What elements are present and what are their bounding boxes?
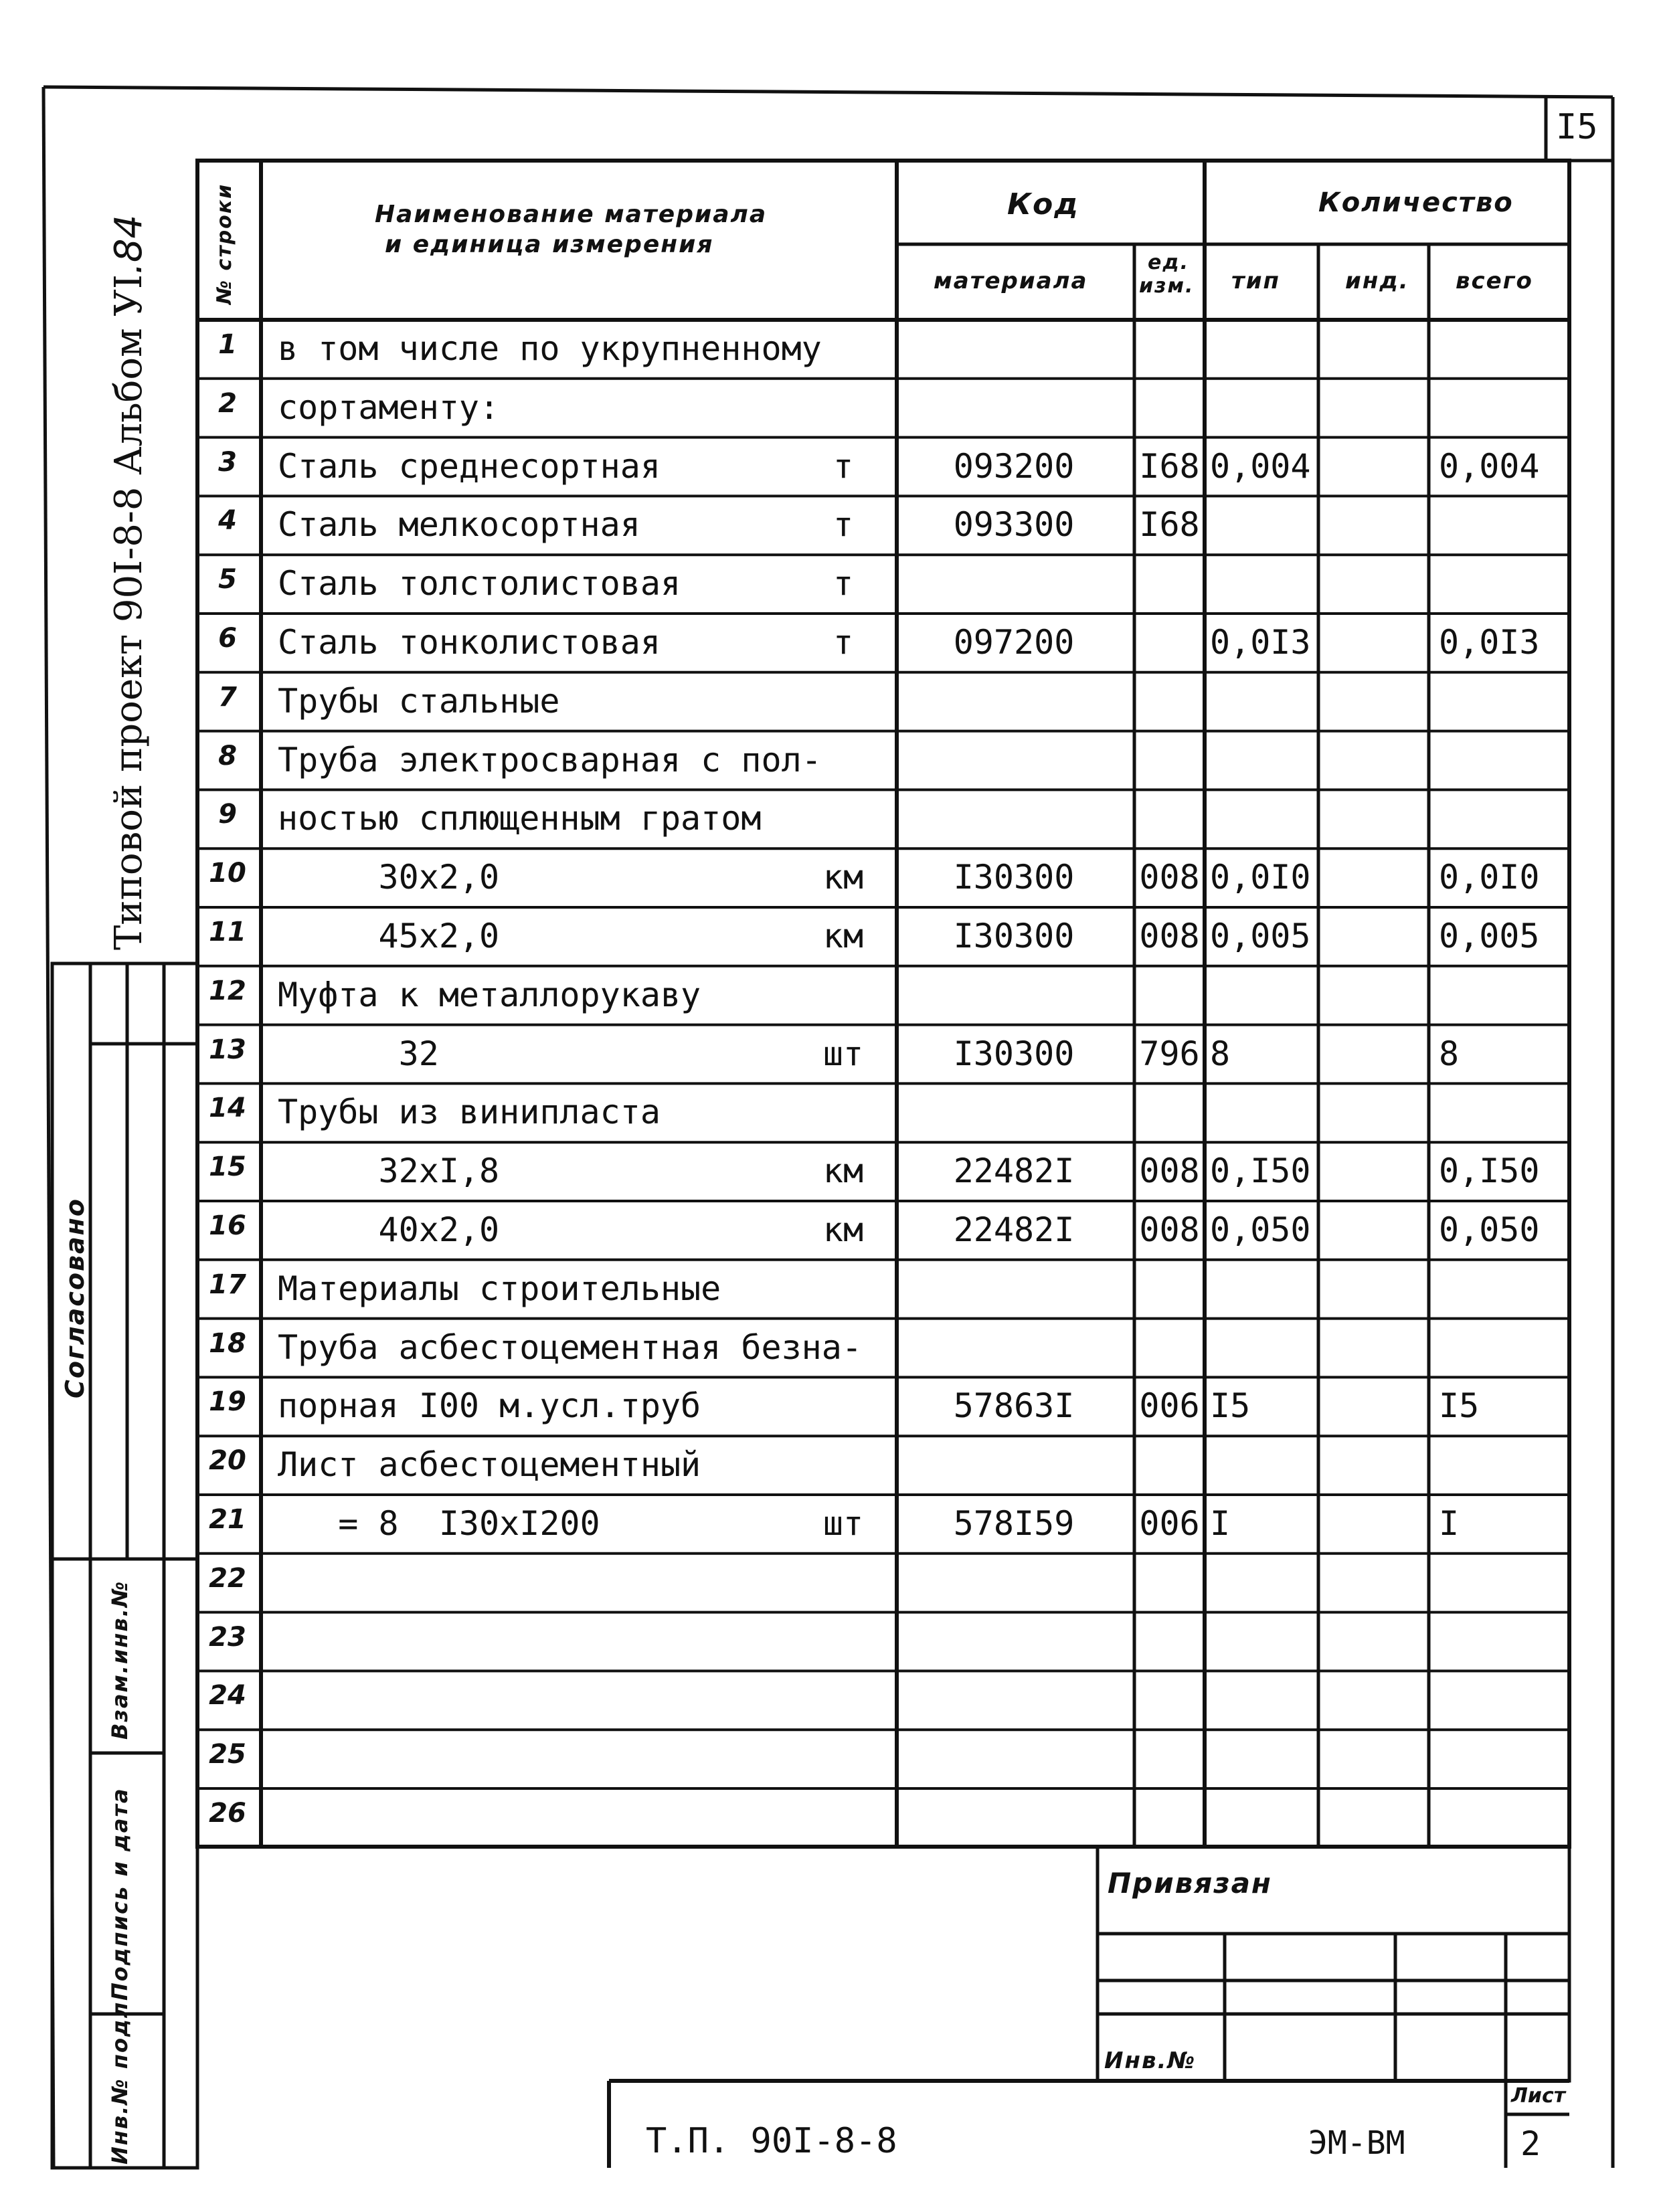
material-name: 40x2,0 [278,1210,500,1249]
material-name: 45x2,0 [278,917,500,955]
row-number: 8 [218,740,237,771]
unit-code: 008 [1139,917,1200,955]
quantity-total: 0,0I3 [1439,623,1540,662]
row-number: 17 [209,1269,246,1300]
quantity-total: 0,004 [1439,446,1540,486]
side-title-year: 84 [107,214,151,263]
row-number: 11 [209,917,246,947]
side-title-text: Типовой проект 90I-8-8 Альбом УI [107,274,151,950]
row-number: 22 [209,1562,246,1594]
row-number: 13 [209,1034,246,1065]
unit-of-measure: км [822,858,864,897]
row-number: 20 [209,1445,246,1477]
header-total: всего [1456,268,1533,294]
row-number: 4 [218,505,237,537]
unit-of-measure: т [833,446,854,486]
row-number: 21 [209,1504,246,1535]
material-name: 32xI,8 [278,1151,500,1191]
unit-code: 796 [1139,1034,1200,1073]
orig-inv-label: Инв.№ подл. [107,1991,133,2164]
header-typ: тип [1231,268,1281,294]
material-name: Сталь мелкосортная [278,505,640,545]
row-number: 6 [218,623,237,654]
quantity-typ: 0,I50 [1210,1151,1311,1191]
unit-of-measure: шт [822,1504,864,1543]
material-name: Труба электросварная с пол- [278,740,822,779]
header-material: материала [934,268,1088,294]
material-name: Муфта к металлорукаву [278,975,701,1014]
unit-of-measure: т [833,564,854,604]
header-code: Код [1007,187,1079,221]
agreed-label: Согласовано [60,1197,90,1398]
row-number: 19 [209,1386,246,1418]
quantity-total: I5 [1439,1386,1480,1426]
unit-code: I68 [1139,505,1200,545]
unit-code: 008 [1139,1151,1200,1191]
quantity-typ: 0,050 [1210,1210,1311,1249]
row-number: 3 [218,446,237,478]
material-code: I30300 [953,858,1075,897]
material-name: ностью сплющенным гратом [278,799,762,838]
material-name: Трубы стальные [278,681,560,721]
inv-no-label: Взам.инв.№ [107,1580,133,1740]
quantity-total: 0,I50 [1439,1151,1540,1191]
unit-of-measure: км [822,917,864,955]
row-number: 9 [218,799,237,830]
quantity-total: I [1439,1504,1460,1543]
document-designation: Т.П. 90I-8-8 [646,2121,897,2161]
material-name: Сталь тонколистовая [278,623,661,662]
material-name: Сталь толстолистовая [278,564,681,604]
row-number: 10 [209,858,246,889]
header-unit-line1: ед. [1148,251,1189,274]
quantity-total: 0,005 [1439,917,1540,955]
binding-label: Привязан [1108,1867,1272,1900]
material-name: сортаменту: [278,387,500,427]
unit-of-measure: км [822,1210,864,1249]
page-number: I5 [1556,107,1598,147]
document-code: ЭМ-ВМ [1308,2124,1405,2162]
header-quantity: Количество [1318,187,1514,218]
quantity-typ: I5 [1210,1386,1251,1426]
row-number: 7 [218,681,237,713]
quantity-typ: I [1210,1504,1231,1543]
unit-code: 008 [1139,858,1200,897]
header-unit-line2: изм. [1139,274,1195,298]
quantity-typ: 8 [1210,1034,1231,1073]
row-number: 25 [209,1739,246,1770]
unit-of-measure: т [833,505,854,545]
header-name-line1: Наименование материала [375,201,768,228]
quantity-total: 8 [1439,1034,1460,1073]
unit-code: 008 [1139,1210,1200,1249]
material-code: 57863I [953,1386,1075,1426]
material-name: Материалы строительные [278,1269,721,1308]
material-code: 22482I [953,1151,1075,1191]
quantity-typ: 0,0I0 [1210,858,1311,897]
header-row-no: № строки [213,183,236,304]
material-name: порная I00 м.усл.труб [278,1386,701,1426]
row-number: 26 [209,1798,246,1829]
material-code: 097200 [953,623,1075,662]
unit-of-measure: шт [822,1034,864,1073]
material-code: 093300 [953,505,1075,545]
unit-of-measure: км [822,1151,864,1191]
material-name: в том числе по укрупненному [278,329,822,368]
sign-date-label: Подпись и дата [107,1787,133,2001]
material-code: 578I59 [953,1504,1075,1543]
row-number: 5 [218,564,237,595]
material-code: I30300 [953,1034,1075,1073]
quantity-total: 0,0I0 [1439,858,1540,897]
row-number: 23 [209,1621,246,1653]
material-name: Трубы из винипласта [278,1093,661,1132]
material-code: 093200 [953,446,1075,486]
row-number: 16 [209,1210,246,1241]
unit-code: 006 [1139,1386,1200,1426]
material-name: Сталь среднесортная [278,446,661,486]
unit-code: 006 [1139,1504,1200,1543]
material-name: Труба асбестоцементная безна- [278,1327,862,1367]
row-number: 2 [218,387,237,419]
row-number: 24 [209,1680,246,1712]
row-number: 1 [218,329,237,360]
material-code: 22482I [953,1210,1075,1249]
header-name-line2: и единица измерения [385,231,714,258]
row-number: 12 [209,975,246,1006]
material-code: I30300 [953,917,1075,955]
row-number: 18 [209,1327,246,1359]
material-name: = 8 I30xI200 [278,1504,600,1543]
quantity-typ: 0,004 [1210,446,1311,486]
sheet-number: 2 [1520,2124,1541,2163]
row-number: 14 [209,1093,246,1124]
row-number: 15 [209,1151,246,1183]
quantity-total: 0,050 [1439,1210,1540,1249]
quantity-typ: 0,0I3 [1210,623,1311,662]
header-ind: инд. [1345,268,1409,294]
material-name: 30x2,0 [278,858,500,897]
material-name: 32 [278,1034,439,1073]
material-name: Лист асбестоцементный [278,1445,701,1485]
binding-inv-label: Инв.№ [1104,2047,1197,2074]
quantity-typ: 0,005 [1210,917,1311,955]
unit-of-measure: т [833,623,854,662]
unit-code: I68 [1139,446,1200,486]
side-title: Типовой проект 90I-8-8 Альбом УI.84 [107,214,151,950]
sheet-label: Лист [1511,2084,1566,2108]
